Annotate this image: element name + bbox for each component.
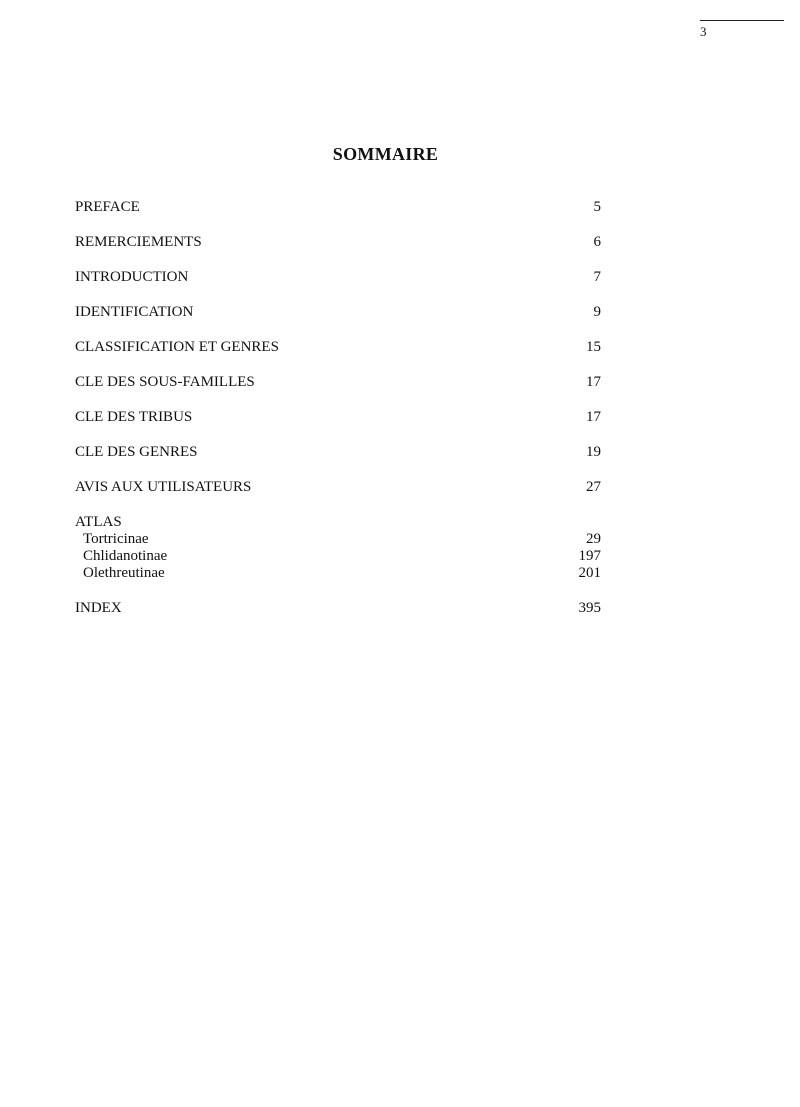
- toc-entry-classification: [75, 338, 601, 356]
- toc-entry-label: AVIS AUX UTILISATEURS: [75, 479, 252, 495]
- page-number-rule: [700, 20, 784, 21]
- toc-entry-label: INDEX: [75, 600, 122, 616]
- toc-subentry-page: 29: [586, 531, 601, 547]
- toc-entry-label: IDENTIFICATION: [75, 304, 194, 320]
- toc-subentry-chlidanotinae: [75, 548, 601, 565]
- table-of-contents: [75, 198, 601, 634]
- toc-subentry-label: Olethreutinae: [83, 565, 165, 581]
- toc-entry-page: 6: [593, 234, 601, 250]
- toc-subentry-page: 197: [578, 548, 601, 564]
- toc-entry-page: 395: [578, 600, 601, 616]
- toc-entry-label: CLE DES TRIBUS: [75, 409, 193, 425]
- toc-atlas-group: [75, 513, 601, 582]
- page-number: 3: [700, 24, 707, 39]
- toc-entry-page: 27: [586, 479, 601, 495]
- toc-subentry-page: 201: [578, 565, 601, 581]
- page-title: SOMMAIRE: [332, 144, 439, 164]
- toc-subentry-tortricinae: [75, 531, 601, 548]
- toc-entry-label: CLE DES GENRES: [75, 444, 198, 460]
- toc-entry-cle-sous-familles: [75, 373, 601, 391]
- toc-entry-label: CLE DES SOUS-FAMILLES: [75, 374, 255, 390]
- toc-entry-label: PREFACE: [75, 199, 140, 215]
- toc-entry-page: 5: [593, 199, 601, 215]
- toc-entry-page: 9: [593, 304, 601, 320]
- toc-entry-page: 15: [586, 339, 601, 355]
- toc-entry-introduction: [75, 268, 601, 286]
- toc-entry-page: 17: [586, 409, 601, 425]
- toc-subentry-label: Tortricinae: [83, 531, 149, 547]
- toc-entry-label: CLASSIFICATION ET GENRES: [75, 339, 279, 355]
- toc-subentry-label: Chlidanotinae: [83, 548, 168, 564]
- toc-entry-cle-genres: [75, 443, 601, 461]
- toc-entry-index: [75, 599, 601, 617]
- toc-entry-page: 17: [586, 374, 601, 390]
- toc-entry-page: 7: [593, 269, 601, 285]
- toc-atlas-heading: ATLAS: [75, 514, 122, 530]
- toc-entry-preface: [75, 198, 601, 216]
- toc-entry-page: 19: [586, 444, 601, 460]
- toc-entry-remerciements: [75, 233, 601, 251]
- toc-subentry-olethreutinae: [75, 565, 601, 582]
- toc-entry-identification: [75, 303, 601, 321]
- toc-entry-avis-utilisateurs: [75, 478, 601, 496]
- toc-entry-cle-tribus: [75, 408, 601, 426]
- toc-entry-label: REMERCIEMENTS: [75, 234, 202, 250]
- toc-entry-label: INTRODUCTION: [75, 269, 189, 285]
